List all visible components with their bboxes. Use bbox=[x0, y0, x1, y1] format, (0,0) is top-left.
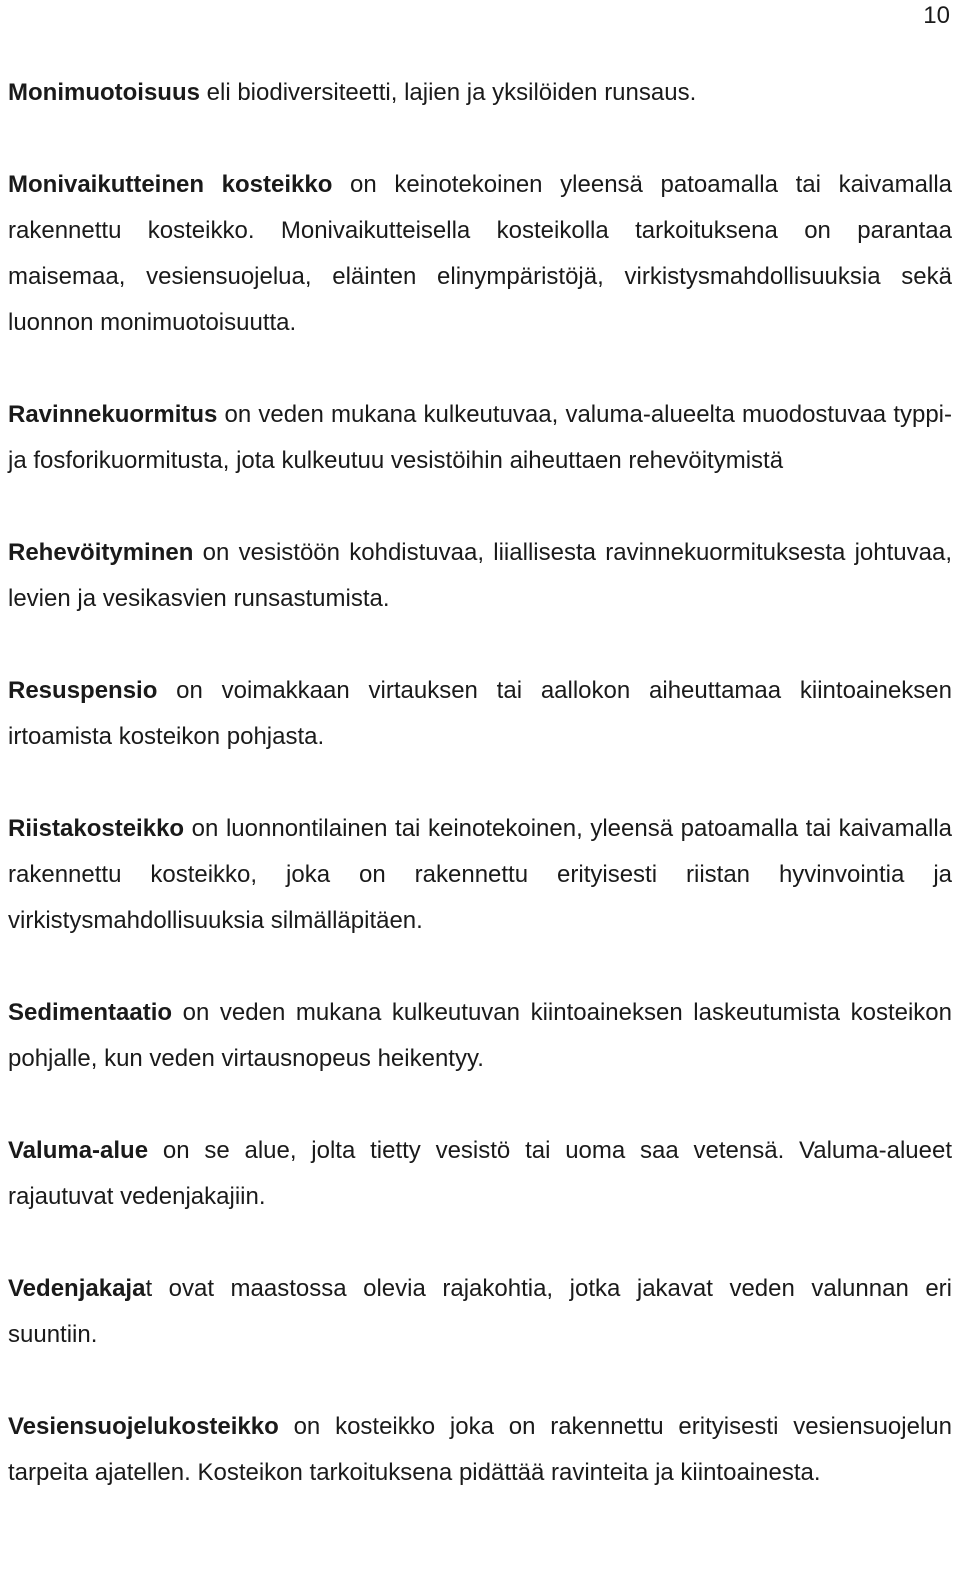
glossary-definition: on kosteikko joka on rakennettu erityisesti vesiensuojelun tarpeita ajatellen. Kosteikon tarkoituksena pidättää ravinteita ja kiintoainesta. bbox=[8, 1413, 952, 1486]
glossary-definition: on veden mukana kulkeutuvaa, valuma-alueelta muodostuvaa typpi- ja fosforikuormitusta, jota kulkeutuu vesistöihin aiheuttaen rehevöitymistä bbox=[8, 401, 952, 474]
glossary bbox=[8, 70, 952, 1496]
glossary-term: Resuspensio bbox=[8, 677, 158, 704]
glossary-entry bbox=[8, 806, 952, 944]
glossary-definition: on vesistöön kohdistuvaa, liiallisesta ravinnekuormituksesta johtuvaa, levien ja vesikasvien runsastumista. bbox=[8, 539, 952, 612]
glossary-definition: eli biodiversiteetti, lajien ja yksilöiden runsaus. bbox=[199, 79, 697, 106]
glossary-term: Ravinnekuormitus bbox=[8, 401, 218, 428]
glossary-definition: on se alue, jolta tietty vesistö tai uoma saa vetensä. Valuma-alueet rajautuvat vedenjakajiin. bbox=[8, 1137, 952, 1210]
glossary-term: Valuma-alue bbox=[8, 1137, 149, 1164]
glossary-entry bbox=[8, 162, 952, 346]
glossary-entry bbox=[8, 1128, 952, 1220]
glossary-entry bbox=[8, 1266, 952, 1358]
glossary-definition: on luonnontilainen tai keinotekoinen, yleensä patoamalla tai kaivamalla rakennettu kosteikko, joka on rakennettu erityisesti riistan hyvinvointia ja virkistysmahdollisuuksia silmälläpitäen. bbox=[8, 815, 952, 934]
glossary-entry bbox=[8, 392, 952, 484]
glossary-entry bbox=[8, 990, 952, 1082]
glossary-term: Monivaikutteinen kosteikko bbox=[8, 171, 333, 198]
glossary-entry bbox=[8, 70, 952, 116]
glossary-term: Vesiensuojelukosteikko bbox=[8, 1413, 279, 1440]
glossary-term: Rehevöityminen bbox=[8, 539, 194, 566]
glossary-definition: on keinotekoinen yleensä patoamalla tai kaivamalla rakennettu kosteikko. Monivaikutteisella kosteikolla tarkoituksena on parantaa maisemaa, vesiensuojelua, eläinten elinympäristöjä, virkistysmahdollisuuksia sekä luonnon monimuotoisuutta. bbox=[8, 171, 953, 336]
glossary-term: Vedenjakaja bbox=[8, 1275, 146, 1302]
glossary-entry bbox=[8, 1404, 952, 1496]
glossary-term: Monimuotoisuus bbox=[8, 79, 200, 106]
glossary-term: Sedimentaatio bbox=[8, 999, 173, 1026]
glossary-term: Riistakosteikko bbox=[8, 815, 185, 842]
glossary-definition: on voimakkaan virtauksen tai aallokon aiheuttamaa kiintoaineksen irtoamista kosteikon pohjasta. bbox=[8, 677, 952, 750]
glossary-definition: t ovat maastossa olevia rajakohtia, jotka jakavat veden valunnan eri suuntiin. bbox=[8, 1275, 952, 1348]
glossary-definition: on veden mukana kulkeutuvan kiintoaineksen laskeutumista kosteikon pohjalle, kun veden virtausnopeus heikentyy. bbox=[8, 999, 952, 1072]
glossary-entry bbox=[8, 530, 952, 622]
glossary-entry bbox=[8, 668, 952, 760]
page-number: 10 bbox=[923, 2, 950, 29]
